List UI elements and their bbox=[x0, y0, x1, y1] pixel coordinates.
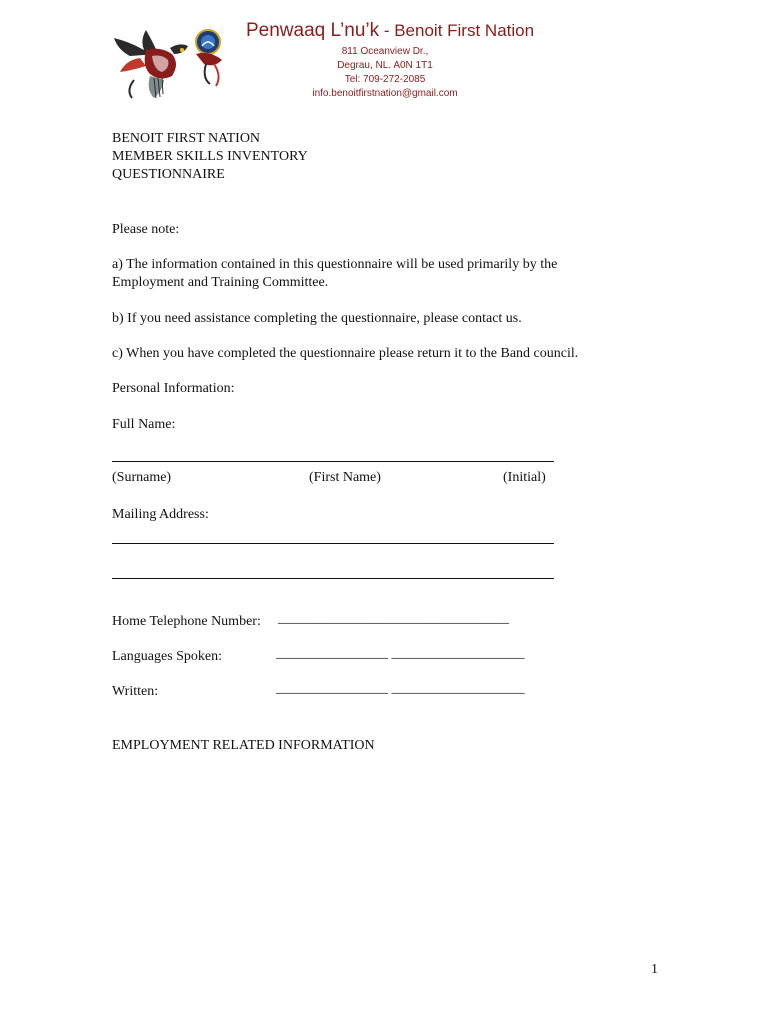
header-email: info.benoitfirstnation@gmail.com bbox=[312, 88, 458, 99]
header-phone: Tel: 709-272-2085 bbox=[344, 74, 426, 85]
org-name bbox=[246, 20, 534, 42]
doc-title-line-2: MEMBER SKILLS INVENTORY bbox=[112, 149, 308, 164]
mailing-address-line-1[interactable] bbox=[112, 543, 554, 544]
full-name-label: Full Name: bbox=[112, 417, 176, 432]
written-blank[interactable]: ________________ ___________________ bbox=[276, 681, 525, 696]
employment-heading: EMPLOYMENT RELATED INFORMATION bbox=[112, 738, 375, 753]
eagle-logo-icon bbox=[110, 20, 236, 102]
org-name-main: Penwaaq L’nu’k bbox=[246, 20, 380, 41]
org-name-sub: - Benoit First Nation bbox=[379, 21, 535, 40]
doc-title-line-3: QUESTIONNAIRE bbox=[112, 167, 225, 182]
address-line-1: 811 Oceanview Dr., bbox=[341, 46, 429, 57]
mailing-address-label: Mailing Address: bbox=[112, 507, 209, 522]
personal-heading: Personal Information: bbox=[112, 381, 235, 396]
languages-spoken-label: Languages Spoken: bbox=[112, 649, 223, 664]
note-b: b) If you need assistance completing the questionnaire, please contact us. bbox=[112, 311, 522, 326]
address-line-2: Degrau, NL. A0N 1T1 bbox=[337, 60, 433, 71]
first-name-label: (First Name) bbox=[309, 470, 381, 485]
mailing-address-line-2[interactable] bbox=[112, 578, 554, 579]
page-number: 1 bbox=[651, 962, 658, 977]
surname-label: (Surname) bbox=[112, 470, 172, 485]
notes-heading: Please note: bbox=[112, 222, 180, 237]
full-name-line[interactable] bbox=[112, 461, 554, 462]
written-label: Written: bbox=[112, 684, 159, 699]
home-phone-blank[interactable]: _________________________________ bbox=[278, 611, 509, 626]
note-a: a) The information contained in this questionnaire will be used primarily by the Employment and Training Committee. bbox=[112, 257, 558, 290]
note-c: c) When you have completed the questionnaire please return it to the Band council. bbox=[112, 346, 579, 361]
initial-label: (Initial) bbox=[503, 470, 546, 485]
doc-title-line-1: BENOIT FIRST NATION bbox=[112, 131, 261, 146]
languages-spoken-blank[interactable]: ________________ ___________________ bbox=[276, 646, 525, 661]
home-phone-label: Home Telephone Number: bbox=[112, 614, 261, 629]
